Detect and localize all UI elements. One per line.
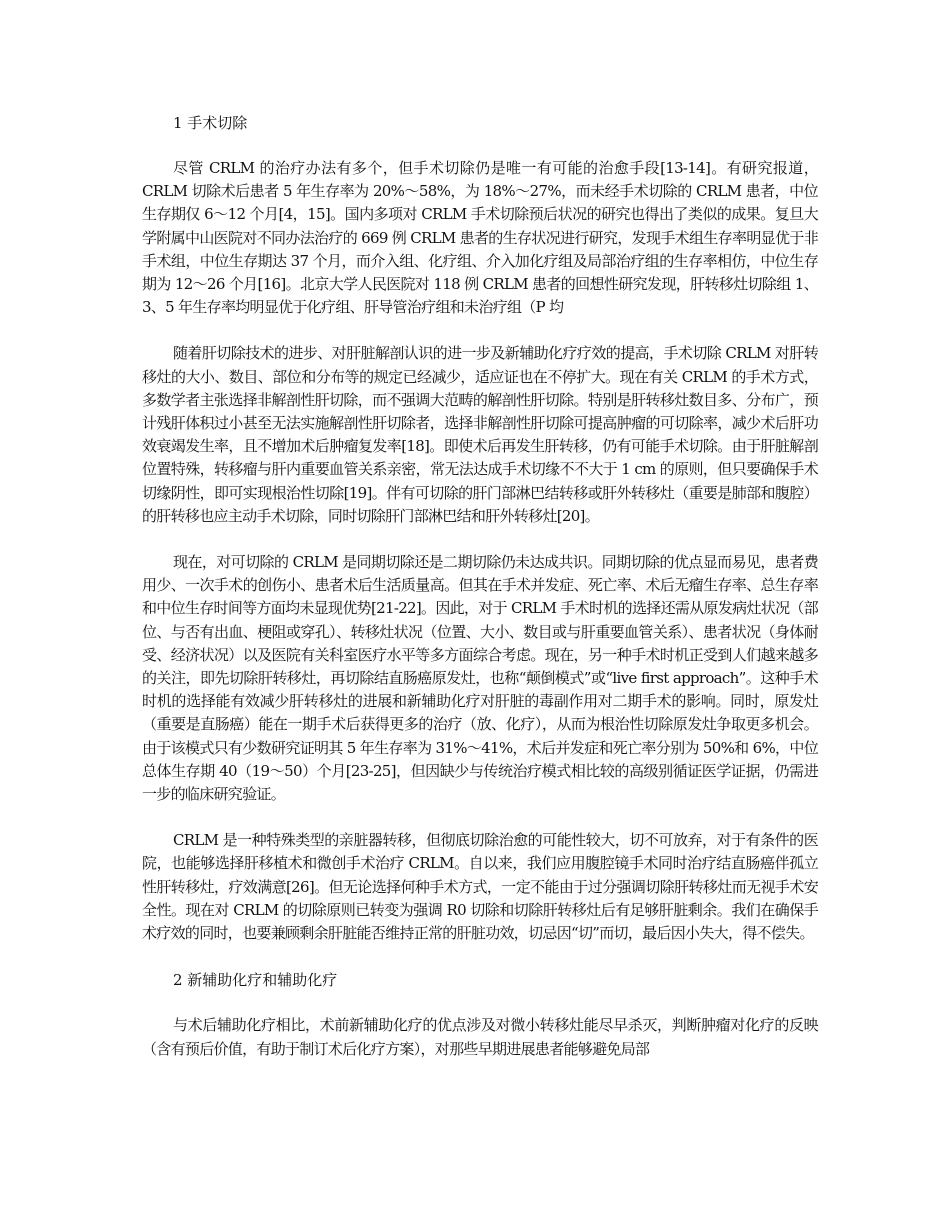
document-page xyxy=(142,111,818,1061)
paragraph-resection-timing: 现在，对可切除的 CRLM 是同期切除还是二期切除仍未达成共识。同期切除的优点显而易见，患者费用少、一次手术的创伤小、患者术后生活质量高。但其在手术并发症、死亡率、术后无瘤生存率、总生存率和中位生存时间等方面均未显现优势[21-22]。因此，对于 CRLM 手术时机的选择还需从原发病灶状况（部位、与否有出血、梗阻或穿孔）、转移灶状况（位置、大小、数目或与肝重要血管关系）、患者状况（身体耐受、经济状况）以及医院有关科室医疗水平等多方面综合考虑。现在，另一种手术时机正受到人们越来越多的关注，即先切除肝转移灶，再切除结直肠癌原发灶，也称“颠倒模式”或“live first approach”。这种手术时机的选择能有效减少肝转移灶的进展和新辅助化疗对肝脏的毒副作用对二期手术的影响。同时，原发灶（重要是直肠癌）能在一期手术后获得更多的治疗（放、化疗），从而为根治性切除原发灶争取更多机会。由于该模式只有少数研究证明其 5 年生存率为 31%～41%，术后并发症和死亡率分别为 50%和 6%，中位总体生存期 40（19～50）个月[23-25]，但因缺少与传统治疗模式相比较的高级别循证医学证据，仍需进一步的临床研究验证。 xyxy=(142,553,818,804)
paragraph-surgery-outcomes: 尽管 CRLM 的治疗办法有多个，但手术切除仍是唯一有可能的治愈手段[13-14]。有研究报道，CRLM 切除术后患者 5 年生存率为 20%～58%，为 18%～27%，而未经手术切除的 CRLM 患者，中位生存期仅 6～12 个月[4，15]。国内多项对 CRLM 手术切除预后状况的研究也得出了类似的成果。复旦大学附属中山医院对不同办法治疗的 669 例 CRLM 患者的生存状况进行研究，发现手术组生存率明显优于非手术组，中位生存期达 37 个月，而介入组、化疗组、介入加化疗组及局部治疗组的生存率相仿，中位生存期为 12～26 个月[16]。北京大学人民医院对 118 例 CRLM 患者的回想性研究发现，肝转移灶切除组 1、3、5 年生存率均明显优于化疗组、肝导管治疗组和未治疗组（P 均 xyxy=(142,159,818,317)
section-heading-chemotherapy: 2 新辅助化疗和辅助化疗 xyxy=(173,971,338,990)
section-heading-surgery: 1 手术切除 xyxy=(173,114,248,132)
paragraph-resection-principles: CRLM 是一种特殊类型的亲脏器转移，但彻底切除治愈的可能性较大，切不可放弃，对于有条件的医院，也能够选择肝移植术和微创手术治疗 CRLM。自以来，我们应用腹腔镜手术同时治疗结直肠癌伴孤立性肝转移灶，疗效满意[26]。但无论选择何种手术方式，一定不能由于过分强调切除肝转移灶而无视手术安全性。现在对 CRLM 的切除原则已转变为强调 R0 切除和切除肝转移灶后有足够肝脏剩余。我们在确保手术疗效的同时，也要兼顾剩余肝脏能否维持正常的肝脏功效，切忌因“切”而切，最后因小失大，得不偿失。 xyxy=(142,831,818,943)
paragraph-resection-technique: 随着肝切除技术的进步、对肝脏解剖认识的进一步及新辅助化疗疗效的提高，手术切除 CRLM 对肝转移灶的大小、数目、部位和分布等的规定已经减少，适应证也在不停扩大。现在有关 CRLM 的手术方式，多数学者主张选择非解剖性肝切除，而不强调大范畴的解剖性肝切除。特别是肝转移灶数目多、分布广，预计残肝体积过小甚至无法实施解剖性肝切除者，选择非解剖性肝切除可提高肿瘤的可切除率，减少术后肝功效衰竭发生率，且不增加术后肿瘤复发率[18]。即使术后再发生肝转移，仍有可能手术切除。由于肝脏解剖位置特殊，转移瘤与肝内重要血管关系亲密，常无法达成手术切缘不不大于 1 cm 的原则，但只要确保手术切缘阴性，即可实现根治性切除[19]。伴有可切除的肝门部淋巴结转移或肝外转移灶（重要是肺部和腹腔）的肝转移也应主动手术切除，同时切除肝门部淋巴结和肝外转移灶[20]。 xyxy=(142,344,818,525)
paragraph-neoadjuvant-chemo: 与术后辅助化疗相比，术前新辅助化疗的优点涉及对微小转移灶能尽早杀灭，判断肿瘤对化疗的反映（含有预后价值，有助于制订术后化疗方案），对那些早期进展患者能够避免局部 xyxy=(142,1016,818,1058)
